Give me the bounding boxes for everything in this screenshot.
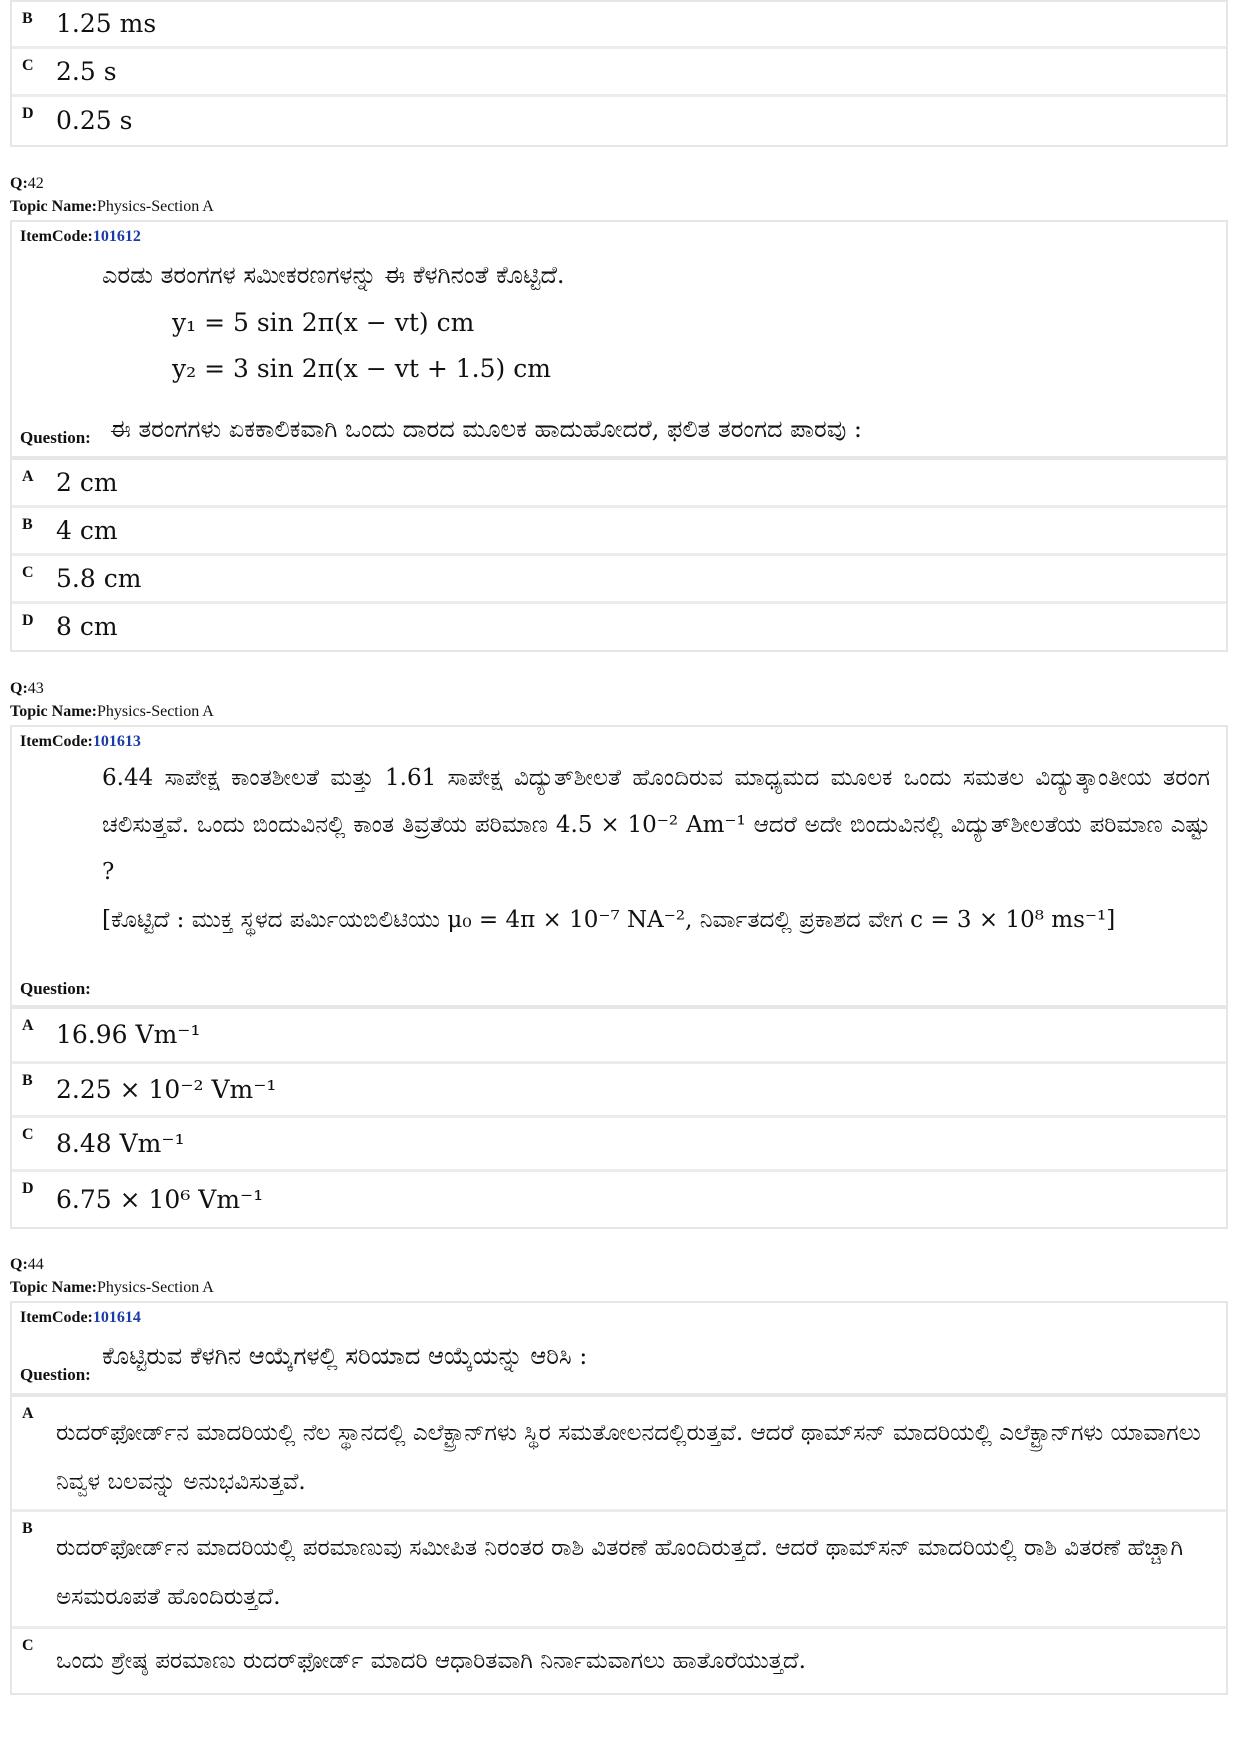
option-row[interactable]: [12, 508, 1226, 556]
item-code-label: ItemCode:: [20, 733, 93, 750]
topic-label: Topic Name:: [10, 198, 97, 215]
question-text: ಈ ತರಂಗಗಳು ಏಕಕಾಲಿಕವಾಗಿ ಒಂದು ದಾರದ ಮೂಲಕ ಹಾದುಹೋದರೆ, ಫಲಿತ ತರಂಗದ ಪಾರವು :: [110, 415, 862, 443]
question-label: Question:: [20, 428, 91, 447]
option-letter: C: [22, 1126, 34, 1143]
q42-options: [10, 458, 1228, 652]
option-letter: C: [22, 564, 34, 581]
topic-line: [10, 1277, 214, 1299]
topic-line: [10, 701, 214, 723]
question-text: ಕೊಟ್ಟಿರುವ ಕೆಳಗಿನ ಆಯ್ಕೆಗಳಲ್ಲಿ ಸರಿಯಾದ ಆಯ್ಕೆಯನ್ನು ಆರಿಸಿ :: [102, 1342, 588, 1370]
topic-label: Topic Name:: [10, 703, 97, 720]
option-row[interactable]: [12, 556, 1226, 604]
equation-2: y₂ = 3 sin 2π(x − vt + 1.5) cm: [172, 354, 551, 383]
option-row[interactable]: [12, 1009, 1226, 1064]
q42-stem: [10, 220, 1228, 458]
question-paragraph-1: 6.44 ಸಾಪೇಕ್ಷ ಕಾಂತಶೀಲತೆ ಮತ್ತು 1.61 ಸಾಪೇಕ್ಷ ವಿದ್ಯುತ್‌ಶೀಲತೆ ಹೊಂದಿರುವ ಮಾಧ್ಯಮದ ಮೂಲಕ ಒಂದು ಸಮತಲ ವಿದ್ಯುತ್ಕಾಂತೀಯ ತರಂಗ ಚಲಿಸುತ್ತವೆ. ಒಂದು ಬಿಂದುವಿನಲ್ಲಿ ಕಾಂತ ತಿವ್ರತೆಯ ಪರಿಮಾಣ 4.5 × 10⁻² Am⁻¹ ಆದರೆ ಅದೇ ಬಿಂದುವಿನಲ್ಲಿ ವಿದ್ಯುತ್‌ಶೀಲತೆಯ ಪರಿಮಾಣ ಎಷ್ಟು ?: [102, 765, 1210, 885]
q44-options: [10, 1395, 1228, 1695]
option-text: 5.8 cm: [56, 563, 142, 593]
item-code: 101613: [92, 733, 141, 750]
option-row[interactable]: [12, 1397, 1226, 1512]
q-number: 42: [27, 175, 44, 192]
topic-name: Physics-Section A: [96, 198, 214, 215]
option-text: 2.25 × 10⁻² Vm⁻¹: [56, 1074, 277, 1104]
option-letter: C: [22, 1637, 34, 1654]
option-text: 1.25 ms: [56, 9, 157, 39]
option-text: ರುದರ್‌ಫೋರ್ಡ್‌ನ ಮಾದರಿಯಲ್ಲಿ ನೆಲ ಸ್ಥಾನದಲ್ಲಿ ಎಲೆಕ್ಟ್ರಾನ್‌ಗಳು ಸ್ಥಿರ ಸಮತೋಲನದಲ್ಲಿರುತ್ತವೆ. ಆದರೆ ಥಾಮ್‌ಸನ್ ಮಾದರಿಯಲ್ಲಿ ಎಲೆಕ್ಟ್ರಾನ್‌ಗಳು ಯಾವಾಗಲು ನಿವ್ವಳ ಬಲವನ್ನು ಅನುಭವಿಸುತ್ತವೆ.: [56, 1420, 1201, 1495]
option-text: 6.75 × 10⁶ Vm⁻¹: [56, 1184, 264, 1214]
option-letter: A: [22, 468, 34, 485]
option-text: 16.96 Vm⁻¹: [56, 1020, 201, 1050]
topic-line: [10, 196, 214, 218]
option-text: 2.5 s: [56, 56, 117, 86]
option-row[interactable]: [12, 97, 1226, 145]
option-text: 4 cm: [56, 515, 118, 545]
question-intro: ಎರಡು ತರಂಗಗಳ ಸಮೀಕರಣಗಳನ್ನು ಈ ಕೆಳಗಿನಂತೆ ಕೊಟ್ಟಿದೆ.: [102, 261, 565, 289]
q44-stem: [10, 1301, 1228, 1395]
option-row[interactable]: [12, 49, 1226, 97]
question-label: Question:: [20, 1365, 91, 1384]
item-code-label: ItemCode:: [20, 1309, 93, 1326]
option-text: 8.48 Vm⁻¹: [56, 1128, 185, 1158]
question-number: [10, 173, 44, 195]
option-row[interactable]: [12, 1118, 1226, 1172]
q41-options: [10, 0, 1228, 147]
question-label: Question:: [20, 979, 91, 998]
option-text: 2 cm: [56, 467, 118, 497]
option-row[interactable]: [12, 604, 1226, 650]
item-code-line: [20, 733, 141, 751]
option-letter: B: [22, 10, 33, 27]
option-letter: A: [22, 1405, 34, 1422]
q43-stem: [10, 725, 1228, 1007]
q43-options: [10, 1007, 1228, 1229]
option-letter: B: [22, 1520, 33, 1537]
q-label: Q:: [10, 1256, 28, 1273]
q-number: 43: [27, 680, 44, 697]
q-label: Q:: [10, 680, 28, 697]
item-code: 101614: [92, 1309, 141, 1326]
item-code-line: [20, 1309, 141, 1327]
option-letter: D: [22, 612, 34, 629]
option-letter: D: [22, 1180, 34, 1197]
option-text: ಒಂದು ಶ್ರೇಷ್ಠ ಪರಮಾಣು ರುದರ್‌ಫೋರ್ಡ್ ಮಾದರಿ ಆಧಾರಿತವಾಗಿ ನಿರ್ನಾಮವಾಗಲು ಹಾತೊರೆಯುತ್ತದೆ.: [56, 1647, 806, 1674]
q-label: Q:: [10, 175, 28, 192]
option-row[interactable]: [12, 460, 1226, 508]
option-text: 0.25 s: [56, 106, 133, 136]
option-row[interactable]: [12, 1172, 1226, 1227]
option-letter: A: [22, 1017, 34, 1034]
option-letter: B: [22, 516, 33, 533]
topic-label: Topic Name:: [10, 1279, 97, 1296]
item-code-label: ItemCode:: [20, 228, 93, 245]
item-code: 101612: [92, 228, 141, 245]
option-row[interactable]: [12, 1512, 1226, 1629]
topic-name: Physics-Section A: [96, 1279, 214, 1296]
option-row[interactable]: [12, 2, 1226, 49]
option-row[interactable]: [12, 1629, 1226, 1693]
q-number: 44: [27, 1256, 44, 1273]
item-code-line: [20, 228, 141, 246]
question-number: [10, 1254, 44, 1276]
option-letter: D: [22, 105, 34, 122]
equation-1: y₁ = 5 sin 2π(x − vt) cm: [172, 308, 475, 337]
option-letter: C: [22, 57, 34, 74]
option-text: 8 cm: [56, 612, 118, 642]
option-text: ರುದರ್‌ಫೋರ್ಡ್‌ನ ಮಾದರಿಯಲ್ಲಿ ಪರಮಾಣುವು ಸಮೀಪಿತ ನಿರಂತರ ರಾಶಿ ವಿತರಣೆ ಹೊಂದಿರುತ್ತದೆ. ಆದರೆ ಥಾಮ್‌ಸನ್ ಮಾದರಿಯಲ್ಲಿ ರಾಶಿ ವಿತರಣೆ ಹೆಚ್ಚಾಗಿ ಅಸಮರೂಪತೆ ಹೊಂದಿರುತ್ತದೆ.: [56, 1535, 1184, 1610]
option-letter: B: [22, 1072, 33, 1089]
question-paragraph-2: [ಕೊಟ್ಟಿದೆ : ಮುಕ್ತ ಸ್ಥಳದ ಪರ್ಮಿಯಬಿಲಿಟಿಯು μ₀ = 4π × 10⁻⁷ NA⁻², ನಿರ್ವಾತದಲ್ಲಿ ಪ್ರಕಾಶದ ವೇಗ c = 3 × 10⁸ ms⁻¹]: [102, 907, 1116, 933]
option-row[interactable]: [12, 1064, 1226, 1118]
question-number: [10, 678, 44, 700]
topic-name: Physics-Section A: [96, 703, 214, 720]
